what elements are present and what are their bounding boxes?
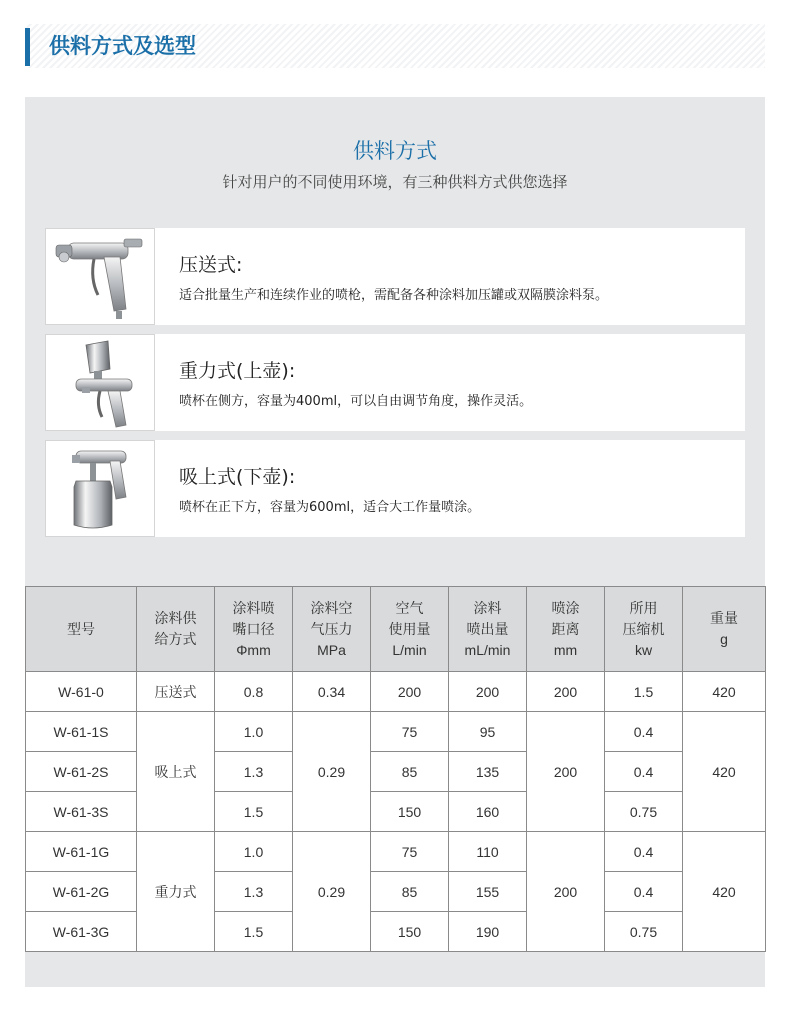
- cell-compressor: 0.4: [605, 832, 683, 872]
- cell-model: W-61-0: [26, 672, 137, 712]
- spec-table: [25, 586, 766, 952]
- cell-compressor: 1.5: [605, 672, 683, 712]
- cell-air: 75: [371, 832, 449, 872]
- cell-pressure: 0.34: [293, 672, 371, 712]
- feed-method-description: 喷杯在正下方，容量为600ml，适合大工作量喷涂。: [179, 500, 481, 515]
- cell-output: 160: [449, 792, 527, 832]
- header-nozzle-diameter: 涂料喷 嘴口径 Φmm: [215, 587, 293, 672]
- cell-distance: 200: [527, 832, 605, 952]
- cell-air: 200: [371, 672, 449, 712]
- cell-distance: 200: [527, 672, 605, 712]
- cell-pressure: 0.29: [293, 712, 371, 832]
- cell-distance: 200: [527, 712, 605, 832]
- table-row: [26, 672, 766, 712]
- feed-method-card-pressure: [45, 228, 745, 325]
- header-paint-output: 涂料 喷出量 mL/min: [449, 587, 527, 672]
- cell-weight: 420: [683, 672, 766, 712]
- header-compressor: 所用 压缩机 kw: [605, 587, 683, 672]
- cell-output: 190: [449, 912, 527, 952]
- header-weight: 重量 g: [683, 587, 766, 672]
- feed-method-card-gravity: [45, 334, 745, 431]
- section-subtitle: 针对用户的不同使用环境，有三种供料方式供您选择: [222, 173, 568, 191]
- header-accent-bar: [25, 28, 30, 66]
- cell-model: W-61-1G: [26, 832, 137, 872]
- feed-method-description: 适合批量生产和连续作业的喷枪，需配备各种涂料加压罐或双隔膜涂料泵。: [179, 288, 609, 303]
- gravity-feed-spray-gun-icon: [45, 334, 155, 431]
- cell-model: W-61-2G: [26, 872, 137, 912]
- cell-output: 95: [449, 712, 527, 752]
- page-title: 供料方式及选型: [49, 34, 196, 58]
- cell-weight: 420: [683, 712, 766, 832]
- cell-model: W-61-2S: [26, 752, 137, 792]
- header-spray-distance: 喷涂 距离 mm: [527, 587, 605, 672]
- cell-compressor: 0.4: [605, 872, 683, 912]
- cell-output: 155: [449, 872, 527, 912]
- cell-nozzle: 1.0: [215, 712, 293, 752]
- cell-compressor: 0.75: [605, 792, 683, 832]
- table-header-row: [26, 587, 766, 672]
- cell-feed-method: 重力式: [137, 832, 215, 952]
- cell-feed-method: 吸上式: [137, 712, 215, 832]
- cell-output: 110: [449, 832, 527, 872]
- cell-air: 150: [371, 792, 449, 832]
- cell-nozzle: 1.5: [215, 792, 293, 832]
- table-row: [26, 832, 766, 872]
- cell-compressor: 0.4: [605, 712, 683, 752]
- cell-model: W-61-3G: [26, 912, 137, 952]
- cell-air: 85: [371, 872, 449, 912]
- cell-air: 85: [371, 752, 449, 792]
- cell-feed-method: 压送式: [137, 672, 215, 712]
- cell-nozzle: 1.0: [215, 832, 293, 872]
- cell-nozzle: 1.3: [215, 872, 293, 912]
- cell-model: W-61-1S: [26, 712, 137, 752]
- cell-compressor: 0.75: [605, 912, 683, 952]
- table-row: [26, 712, 766, 752]
- cell-nozzle: 1.5: [215, 912, 293, 952]
- cell-nozzle: 1.3: [215, 752, 293, 792]
- pressure-feed-spray-gun-icon: [45, 228, 155, 325]
- feed-method-card-suction: [45, 440, 745, 537]
- cell-nozzle: 0.8: [215, 672, 293, 712]
- section-header: [25, 24, 765, 68]
- feed-method-title: 压送式:: [179, 254, 243, 276]
- feed-method-title: 吸上式(下壶):: [179, 466, 296, 488]
- header-air-pressure: 涂料空 气压力 MPa: [293, 587, 371, 672]
- header-air-consumption: 空气 使用量 L/min: [371, 587, 449, 672]
- cell-air: 150: [371, 912, 449, 952]
- suction-feed-spray-gun-icon: [45, 440, 155, 537]
- feed-method-title: 重力式(上壶):: [179, 360, 296, 382]
- cell-air: 75: [371, 712, 449, 752]
- cell-compressor: 0.4: [605, 752, 683, 792]
- feed-method-description: 喷杯在侧方，容量为400ml，可以自由调节角度，操作灵活。: [179, 394, 533, 409]
- header-model: 型号: [26, 587, 137, 672]
- cell-output: 200: [449, 672, 527, 712]
- header-feed-method: 涂料供 给方式: [137, 587, 215, 672]
- cell-model: W-61-3S: [26, 792, 137, 832]
- section-title: 供料方式: [353, 139, 437, 163]
- cell-weight: 420: [683, 832, 766, 952]
- cell-pressure: 0.29: [293, 832, 371, 952]
- cell-output: 135: [449, 752, 527, 792]
